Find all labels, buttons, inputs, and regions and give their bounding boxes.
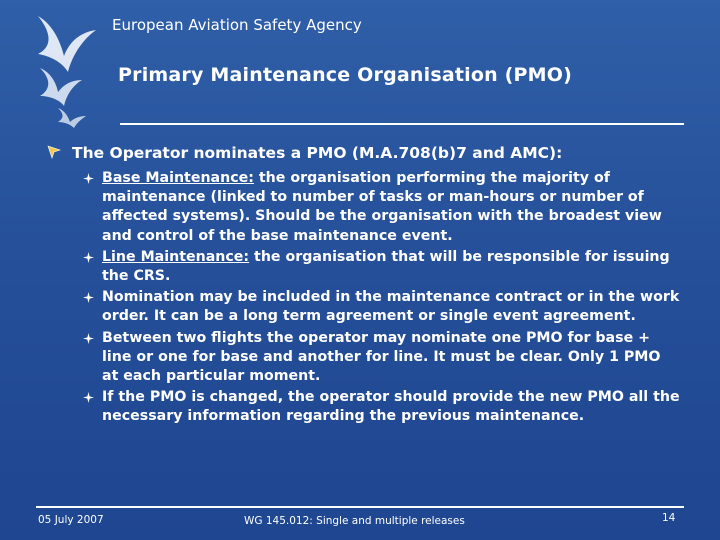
star-bullet-icon [83, 333, 94, 344]
list-item [80, 169, 680, 246]
star-bullet-icon [83, 392, 94, 403]
item-label: Line Maintenance: [102, 248, 250, 265]
item-text: Between two flights the operator may nominate one PMO for base + line or one for base and another for line. It must be clear. Only 1 PMO at each particular moment. [102, 329, 661, 385]
item-text: the organisation performing the majority of maintenance (linked to number of tasks or man-hours or number of affected systems). Should be the organisation with the broadest view and control of the base maintenance event. [102, 170, 662, 244]
logo-bird-small-icon [58, 108, 86, 128]
title-underline [120, 123, 684, 125]
list-item [80, 388, 680, 426]
logo-bird-large-icon [38, 16, 96, 72]
sub-bullet-list [80, 169, 680, 429]
item-label: Base Maintenance: [102, 170, 254, 186]
slide-title: Primary Maintenance Organisation (PMO) [118, 64, 573, 86]
list-item [80, 288, 680, 326]
item-text: Nomination may be included in the maintenance contract or in the work order. It can be a long term agreement or single event agreement. [102, 289, 680, 325]
item-text: the organisation that will be responsible for issuing the CRS. [102, 248, 670, 285]
logo-bird-medium-icon [40, 68, 82, 106]
footer-divider [36, 506, 684, 508]
list-item [80, 248, 680, 286]
arrow-bullet-icon [47, 145, 61, 159]
item-text: If the PMO is changed, the operator should provide the new PMO all the necessary information regarding the previous maintenance. [102, 389, 680, 425]
footer-date: 05 July 2007 [38, 514, 104, 526]
star-bullet-icon [83, 173, 94, 184]
main-bullet-text: The Operator nominates a PMO (M.A.708(b)7 and AMC): [72, 144, 563, 162]
list-item [80, 329, 680, 387]
star-bullet-icon [83, 292, 94, 303]
star-bullet-icon [83, 252, 94, 263]
page-number: 14 [662, 512, 676, 524]
agency-name: European Aviation Safety Agency [112, 16, 362, 34]
easa-logo [30, 10, 100, 130]
footer-title: WG 145.012: Single and multiple releases [244, 515, 465, 527]
